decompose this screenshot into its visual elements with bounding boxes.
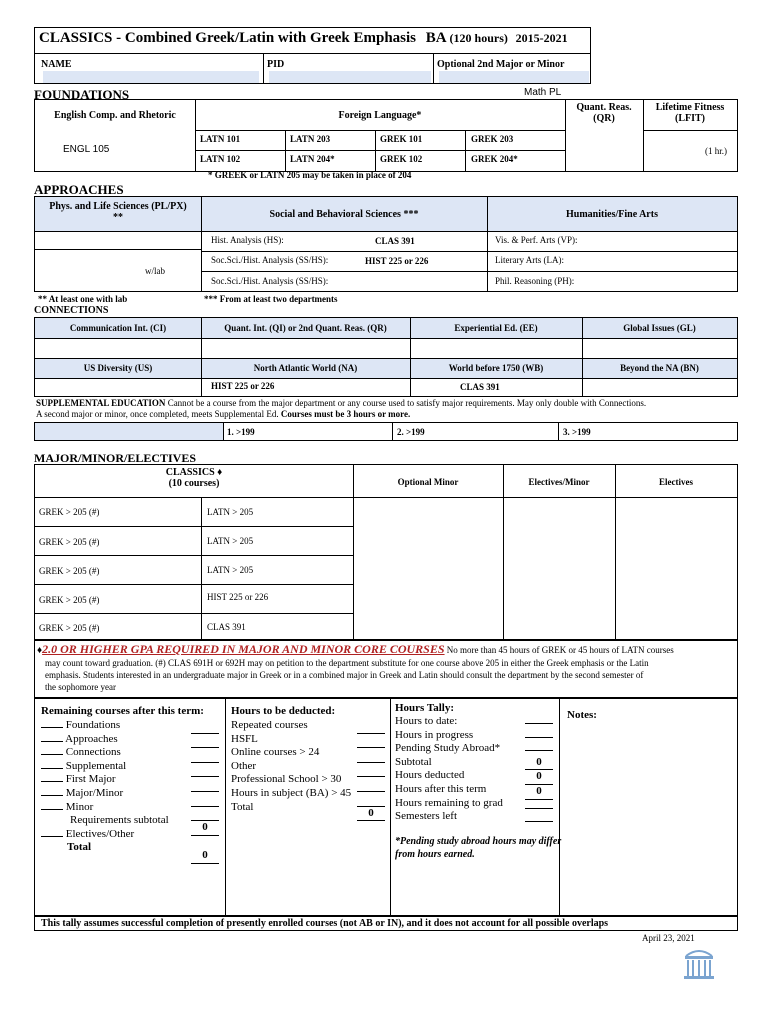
latin-row: LATN > 205 bbox=[207, 536, 254, 546]
pid-field[interactable] bbox=[269, 71, 431, 83]
diamond-icon: ♦ bbox=[37, 645, 43, 656]
remaining-item: First Major bbox=[65, 773, 116, 786]
notes-field[interactable] bbox=[567, 727, 733, 911]
pl-stars: ** bbox=[113, 212, 123, 223]
name-label: NAME bbox=[41, 59, 72, 70]
bn-label: Beyond the NA (BN) bbox=[620, 363, 699, 373]
sshs1-course: HIST 225 or 226 bbox=[365, 256, 429, 266]
remaining-heading: Remaining courses after this term: bbox=[41, 705, 204, 717]
total-value: 0 bbox=[191, 849, 219, 864]
tally-note: *Pending study abroad hours may differ from hours earned. bbox=[395, 836, 562, 860]
subtotal-label: Requirements subtotal bbox=[70, 814, 169, 827]
tally-item: Pending Study Abroad* bbox=[395, 742, 501, 755]
pl-label bbox=[35, 201, 201, 223]
classics-label-text: CLASSICS ♦ bbox=[165, 467, 223, 478]
lfit-hours: (1 hr.) bbox=[705, 146, 727, 156]
foundations-table bbox=[34, 99, 738, 172]
tally-value bbox=[525, 723, 553, 724]
tally-value bbox=[525, 750, 553, 751]
greek-row: GREK > 205 (#) bbox=[39, 566, 100, 576]
latin-row: CLAS 391 bbox=[207, 622, 246, 632]
wlab-label: w/lab bbox=[145, 266, 165, 276]
sshs1-label: Soc.Sci./Hist. Analysis (SS/HS): bbox=[211, 255, 329, 265]
latin-row: LATN > 205 bbox=[207, 507, 254, 517]
deducted-item: Hours in subject (BA) > 45 bbox=[231, 786, 352, 799]
ph-label: Phil. Reasoning (PH): bbox=[495, 276, 575, 286]
total-label: Total bbox=[67, 841, 92, 854]
lang-course: LATN 204* bbox=[290, 154, 335, 164]
pl-label-text: Phys. and Life Sciences (PL/PX) bbox=[49, 201, 187, 212]
humanities-label: Humanities/Fine Arts bbox=[566, 209, 658, 220]
tally-item: Hours remaining to grad bbox=[395, 796, 503, 809]
vp-label: Vis. & Perf. Arts (VP): bbox=[495, 235, 578, 245]
years-text: 2015-2021 bbox=[515, 31, 568, 45]
gpa-note-box bbox=[34, 640, 738, 698]
lang-course: GREK 203 bbox=[471, 134, 514, 144]
electives-label: Electives bbox=[659, 477, 693, 487]
foundations-heading: FOUNDATIONS bbox=[34, 87, 130, 102]
note-dept: *** From at least two departments bbox=[204, 294, 338, 304]
deducted-item: Professional School > 30 bbox=[231, 773, 342, 786]
disclaimer-text: This tally assumes successful completion of presently enrolled courses (not AB or IN), and it does not account for all possible overlaps bbox=[41, 918, 609, 929]
foreign-language-label: Foreign Language* bbox=[338, 110, 422, 121]
approaches-heading: APPROACHES bbox=[34, 182, 124, 197]
remaining-item: Minor bbox=[65, 800, 94, 813]
lang-course: GREK 102 bbox=[380, 154, 423, 164]
tally-item: Hours deducted bbox=[395, 769, 465, 782]
tally-item: Semesters left bbox=[395, 810, 458, 823]
deducted-item: Repeated courses bbox=[231, 719, 308, 731]
notes-label: Notes: bbox=[567, 709, 597, 721]
deducted-list bbox=[231, 719, 351, 814]
tally-value bbox=[525, 821, 553, 822]
major-heading: MAJOR/MINOR/ELECTIVES bbox=[34, 451, 197, 465]
math-pl-label: Math PL bbox=[524, 87, 562, 98]
optional-major-field[interactable] bbox=[439, 71, 589, 83]
greek-row: GREK > 205 (#) bbox=[39, 595, 100, 605]
tally-list bbox=[395, 715, 503, 824]
deducted-item: Other bbox=[231, 759, 257, 772]
tally-value bbox=[525, 737, 553, 738]
lang-course: LATN 203 bbox=[290, 134, 331, 144]
supplemental-heading: SUPPLEMENTAL EDUCATION bbox=[36, 398, 166, 408]
remaining-item: Approaches bbox=[65, 732, 118, 745]
optional-major-label: Optional 2nd Major or Minor bbox=[437, 59, 565, 70]
electives-minor-label: Electives/Minor bbox=[528, 477, 590, 487]
title-text: CLASSICS - Combined Greek/Latin with Greek Emphasis bbox=[39, 30, 417, 46]
qr-label: Quant. Reas. (QR) bbox=[576, 102, 632, 124]
lang-course: LATN 102 bbox=[200, 154, 241, 164]
supplemental-text2-bold: Courses must be 3 hours or more. bbox=[280, 409, 411, 419]
us-label: US Diversity (US) bbox=[83, 363, 153, 373]
tally-value: 0 bbox=[525, 770, 553, 785]
latin-row: LATN > 205 bbox=[207, 565, 254, 575]
greek-row: GREK > 205 (#) bbox=[39, 507, 100, 517]
supplemental-text bbox=[36, 398, 740, 420]
gpa-requirement: 2.0 OR HIGHER GPA REQUIRED IN MAJOR AND MINOR CORE COURSES bbox=[42, 642, 445, 656]
electives-other-label: Electives/Other bbox=[65, 827, 135, 840]
latin-row: HIST 225 or 226 bbox=[207, 592, 269, 602]
note-lab: ** At least one with lab bbox=[38, 294, 128, 304]
deducted-blanks bbox=[357, 719, 385, 821]
lfit-label: Lifetime Fitness (LFIT) bbox=[655, 102, 725, 124]
greek-row: GREK > 205 (#) bbox=[39, 623, 100, 633]
deducted-heading: Hours to be deducted: bbox=[231, 705, 336, 717]
supplemental-slots bbox=[34, 422, 738, 441]
tally-item: Hours after this term bbox=[395, 782, 487, 795]
tally-item: Hours to date: bbox=[395, 715, 458, 727]
lang-course: GREK 204* bbox=[471, 154, 518, 164]
classics-label bbox=[35, 467, 353, 489]
gpa-text2: may count toward graduation. (#) CLAS 691H or 692H may on petition to the department substitute for one course above 205 in either the Greek emphasis or the Latin bbox=[45, 658, 649, 668]
gpa-text1: No more than 45 hours of GREK or 45 hours of LATN courses bbox=[444, 645, 674, 655]
english-course: ENGL 105 bbox=[63, 144, 110, 155]
classics-courses: (10 courses) bbox=[168, 478, 220, 489]
lang-course: GREK 101 bbox=[380, 134, 423, 144]
supplemental-text1: Cannot be a course from the major department or any course used to satisfy major requirements. May only double with Connections. bbox=[167, 398, 647, 408]
deducted-total-value: 0 bbox=[357, 807, 385, 822]
tally-section bbox=[34, 698, 738, 916]
remaining-list bbox=[41, 719, 169, 855]
gpa-note bbox=[37, 643, 737, 693]
pid-label: PID bbox=[267, 59, 285, 70]
supp-slot-1[interactable]: 1. >199 bbox=[227, 427, 255, 437]
gl-label: Global Issues (GL) bbox=[623, 323, 696, 333]
hs-label: Hist. Analysis (HS): bbox=[211, 235, 284, 245]
na-course: HIST 225 or 226 bbox=[211, 381, 275, 391]
la-label: Literary Arts (LA): bbox=[495, 255, 564, 265]
tally-heading: Hours Tally: bbox=[395, 702, 454, 714]
greek-row: GREK > 205 (#) bbox=[39, 537, 100, 547]
remaining-item: Connections bbox=[65, 746, 121, 759]
tally-value bbox=[525, 808, 553, 809]
footer-date: April 23, 2021 bbox=[642, 933, 695, 943]
approaches-table bbox=[34, 196, 738, 292]
supp-slot-2[interactable]: 2. >199 bbox=[397, 427, 425, 437]
disclaimer-box bbox=[34, 916, 738, 931]
language-footnote: * GREEK or LATN 205 may be taken in place of 204 bbox=[208, 170, 412, 180]
remaining-item: Major/Minor bbox=[65, 786, 124, 799]
wb-course: CLAS 391 bbox=[460, 382, 500, 392]
tally-blanks bbox=[525, 715, 553, 827]
lang-course: LATN 101 bbox=[200, 134, 241, 144]
deducted-item: Online courses > 24 bbox=[231, 746, 320, 759]
ss-label: Social and Behavioral Sciences *** bbox=[269, 209, 419, 220]
supplemental-text2: A second major or minor, once completed, meets Supplemental Ed. bbox=[36, 409, 279, 419]
supplemental-slot-shade bbox=[35, 423, 223, 440]
ci-label: Communication Int. (CI) bbox=[69, 323, 167, 333]
english-label: English Comp. and Rhetoric bbox=[54, 110, 176, 121]
gpa-text4: the sophomore year bbox=[45, 682, 116, 692]
hours-text: (120 hours) bbox=[449, 31, 508, 45]
supp-slot-3[interactable]: 3. >199 bbox=[563, 427, 591, 437]
deducted-total-label: Total bbox=[231, 800, 254, 813]
degree-text: BA bbox=[425, 30, 446, 46]
connections-table bbox=[34, 317, 738, 397]
tally-item: Hours in progress bbox=[395, 728, 474, 741]
hs-course: CLAS 391 bbox=[375, 236, 415, 246]
name-field[interactable] bbox=[43, 71, 259, 83]
remaining-item: Supplemental bbox=[65, 759, 127, 772]
old-well-logo-icon bbox=[680, 944, 718, 982]
qi-label: Quant. Int. (QI) or 2nd Quant. Reas. (QR) bbox=[224, 323, 387, 333]
wb-label: World before 1750 (WB) bbox=[448, 363, 544, 373]
ee-label: Experiential Ed. (EE) bbox=[454, 323, 538, 333]
gpa-text3: emphasis. Students interested in an undergraduate major in Greek or in a combined major in Greek and Latin should consult the department by the second semester of bbox=[45, 670, 644, 680]
subtotal-value: 0 bbox=[191, 821, 219, 836]
remaining-item: Foundations bbox=[65, 719, 121, 731]
major-table bbox=[34, 464, 738, 640]
connections-heading: CONNECTIONS bbox=[34, 305, 109, 316]
tally-item: Subtotal bbox=[395, 755, 432, 768]
deducted-item: HSFL bbox=[231, 732, 258, 745]
na-label: North Atlantic World (NA) bbox=[253, 363, 358, 373]
sshs2-label: Soc.Sci./Hist. Analysis (SS/HS): bbox=[211, 276, 329, 286]
header-box bbox=[34, 27, 591, 84]
remaining-blanks bbox=[191, 719, 219, 864]
form-title bbox=[39, 30, 568, 47]
optional-minor-label: Optional Minor bbox=[397, 477, 459, 487]
tally-value: 0 bbox=[525, 785, 553, 800]
tally-value: 0 bbox=[525, 756, 553, 771]
